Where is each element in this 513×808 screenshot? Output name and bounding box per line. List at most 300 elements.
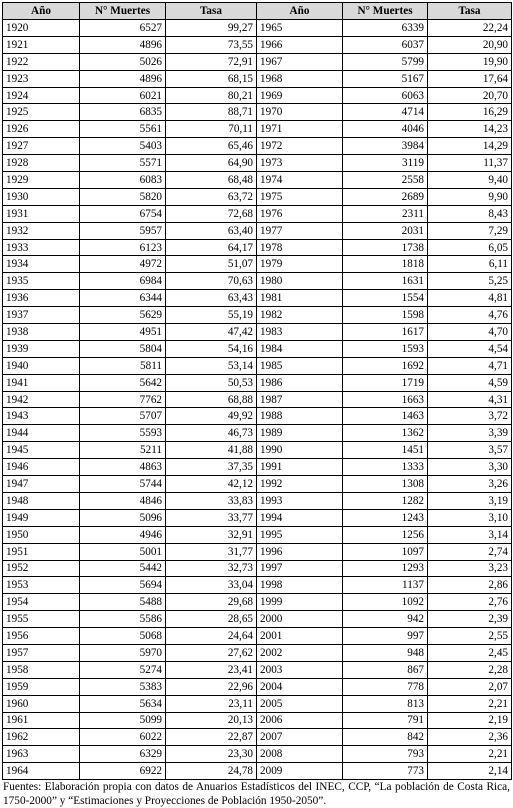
cell-deaths: 2311	[343, 205, 428, 222]
table-row	[3, 205, 512, 222]
cell-rate: 49,92	[166, 408, 257, 425]
cell-rate: 63,43	[166, 290, 257, 307]
cell-deaths: 867	[343, 661, 428, 678]
cell-rate: 68,88	[166, 391, 257, 408]
table-row	[3, 290, 512, 307]
header-rate-1: Tasa	[166, 3, 257, 20]
table-row	[3, 391, 512, 408]
cell-year: 1956	[3, 628, 80, 645]
cell-year: 1934	[3, 256, 80, 273]
cell-deaths: 6527	[80, 20, 166, 37]
cell-rate: 20,90	[428, 36, 512, 53]
cell-deaths: 6754	[80, 205, 166, 222]
table-row	[3, 712, 512, 729]
cell-deaths: 5642	[80, 374, 166, 391]
cell-year: 1975	[257, 188, 343, 205]
cell-deaths: 5694	[80, 577, 166, 594]
cell-rate: 3,57	[428, 442, 512, 459]
cell-year: 1996	[257, 543, 343, 560]
cell-year: 1933	[3, 239, 80, 256]
cell-rate: 88,71	[166, 104, 257, 121]
cell-deaths: 1137	[343, 577, 428, 594]
cell-rate: 8,43	[428, 205, 512, 222]
cell-rate: 3,10	[428, 509, 512, 526]
table-row	[3, 70, 512, 87]
cell-deaths: 1598	[343, 307, 428, 324]
cell-rate: 2,21	[428, 746, 512, 763]
cell-year: 2009	[257, 763, 343, 780]
cell-year: 1966	[257, 36, 343, 53]
cell-rate: 24,78	[166, 763, 257, 780]
cell-rate: 11,37	[428, 155, 512, 172]
cell-deaths: 1362	[343, 425, 428, 442]
cell-year: 1935	[3, 273, 80, 290]
cell-deaths: 2031	[343, 222, 428, 239]
cell-rate: 99,27	[166, 20, 257, 37]
cell-deaths: 3119	[343, 155, 428, 172]
cell-deaths: 791	[343, 712, 428, 729]
header-rate-2: Tasa	[428, 3, 512, 20]
cell-year: 1925	[3, 104, 80, 121]
cell-rate: 23,30	[166, 746, 257, 763]
table-row	[3, 357, 512, 374]
table-row	[3, 324, 512, 341]
cell-deaths: 1617	[343, 324, 428, 341]
cell-deaths: 6037	[343, 36, 428, 53]
cell-rate: 19,90	[428, 53, 512, 70]
cell-deaths: 948	[343, 644, 428, 661]
cell-deaths: 1243	[343, 509, 428, 526]
cell-rate: 4,81	[428, 290, 512, 307]
cell-rate: 9,90	[428, 188, 512, 205]
header-row	[3, 3, 512, 20]
cell-deaths: 6021	[80, 87, 166, 104]
cell-deaths: 1092	[343, 594, 428, 611]
cell-deaths: 4946	[80, 526, 166, 543]
cell-rate: 2,45	[428, 644, 512, 661]
cell-rate: 3,14	[428, 526, 512, 543]
cell-deaths: 1308	[343, 476, 428, 493]
header-year-2: Año	[257, 3, 343, 20]
table-row	[3, 746, 512, 763]
cell-year: 1924	[3, 87, 80, 104]
table-row	[3, 476, 512, 493]
cell-year: 1985	[257, 357, 343, 374]
cell-rate: 2,19	[428, 712, 512, 729]
cell-rate: 32,91	[166, 526, 257, 543]
cell-year: 1977	[257, 222, 343, 239]
table-row	[3, 374, 512, 391]
table-row	[3, 273, 512, 290]
cell-year: 1965	[257, 20, 343, 37]
cell-rate: 4,31	[428, 391, 512, 408]
cell-deaths: 5586	[80, 611, 166, 628]
cell-year: 1987	[257, 391, 343, 408]
cell-deaths: 5957	[80, 222, 166, 239]
table-row	[3, 644, 512, 661]
cell-rate: 2,36	[428, 729, 512, 746]
cell-deaths: 5211	[80, 442, 166, 459]
cell-deaths: 5593	[80, 425, 166, 442]
table-row	[3, 87, 512, 104]
table-row	[3, 408, 512, 425]
cell-rate: 20,70	[428, 87, 512, 104]
cell-rate: 27,62	[166, 644, 257, 661]
cell-year: 2001	[257, 628, 343, 645]
cell-deaths: 5099	[80, 712, 166, 729]
cell-rate: 65,46	[166, 138, 257, 155]
cell-year: 1984	[257, 340, 343, 357]
cell-deaths: 7762	[80, 391, 166, 408]
cell-deaths: 4951	[80, 324, 166, 341]
cell-year: 1937	[3, 307, 80, 324]
cell-rate: 2,39	[428, 611, 512, 628]
cell-year: 1959	[3, 678, 80, 695]
cell-year: 1981	[257, 290, 343, 307]
cell-deaths: 1097	[343, 543, 428, 560]
cell-deaths: 6063	[343, 87, 428, 104]
cell-year: 1958	[3, 661, 80, 678]
document-page	[2, 2, 511, 808]
cell-year: 2008	[257, 746, 343, 763]
cell-deaths: 6922	[80, 763, 166, 780]
cell-year: 1971	[257, 121, 343, 138]
cell-year: 2007	[257, 729, 343, 746]
cell-deaths: 6339	[343, 20, 428, 37]
cell-year: 1957	[3, 644, 80, 661]
cell-year: 1954	[3, 594, 80, 611]
cell-year: 1945	[3, 442, 80, 459]
cell-year: 1995	[257, 526, 343, 543]
table-row	[3, 188, 512, 205]
table-body	[3, 20, 512, 780]
cell-rate: 28,65	[166, 611, 257, 628]
cell-deaths: 1282	[343, 492, 428, 509]
cell-year: 1949	[3, 509, 80, 526]
cell-rate: 16,29	[428, 104, 512, 121]
cell-year: 1974	[257, 172, 343, 189]
cell-year: 1930	[3, 188, 80, 205]
cell-rate: 37,35	[166, 459, 257, 476]
cell-deaths: 5274	[80, 661, 166, 678]
cell-rate: 33,04	[166, 577, 257, 594]
cell-rate: 4,59	[428, 374, 512, 391]
cell-rate: 4,54	[428, 340, 512, 357]
cell-deaths: 5820	[80, 188, 166, 205]
cell-rate: 6,11	[428, 256, 512, 273]
cell-year: 1970	[257, 104, 343, 121]
cell-deaths: 1554	[343, 290, 428, 307]
cell-deaths: 6123	[80, 239, 166, 256]
cell-year: 1979	[257, 256, 343, 273]
cell-year: 2004	[257, 678, 343, 695]
cell-deaths: 5403	[80, 138, 166, 155]
cell-rate: 14,23	[428, 121, 512, 138]
cell-deaths: 773	[343, 763, 428, 780]
cell-deaths: 5167	[343, 70, 428, 87]
cell-deaths: 4714	[343, 104, 428, 121]
cell-year: 1992	[257, 476, 343, 493]
cell-deaths: 5068	[80, 628, 166, 645]
cell-year: 1942	[3, 391, 80, 408]
cell-deaths: 5629	[80, 307, 166, 324]
cell-rate: 29,68	[166, 594, 257, 611]
cell-year: 1976	[257, 205, 343, 222]
cell-deaths: 778	[343, 678, 428, 695]
cell-year: 1973	[257, 155, 343, 172]
cell-deaths: 1631	[343, 273, 428, 290]
cell-year: 2006	[257, 712, 343, 729]
cell-year: 2000	[257, 611, 343, 628]
table-row	[3, 121, 512, 138]
cell-rate: 31,77	[166, 543, 257, 560]
cell-rate: 3,39	[428, 425, 512, 442]
cell-rate: 64,90	[166, 155, 257, 172]
cell-deaths: 1738	[343, 239, 428, 256]
cell-rate: 3,23	[428, 560, 512, 577]
cell-year: 1967	[257, 53, 343, 70]
cell-rate: 4,71	[428, 357, 512, 374]
cell-rate: 55,19	[166, 307, 257, 324]
cell-year: 1939	[3, 340, 80, 357]
cell-year: 1989	[257, 425, 343, 442]
cell-rate: 2,21	[428, 695, 512, 712]
cell-year: 1991	[257, 459, 343, 476]
cell-deaths: 942	[343, 611, 428, 628]
cell-deaths: 813	[343, 695, 428, 712]
cell-year: 1972	[257, 138, 343, 155]
cell-rate: 2,07	[428, 678, 512, 695]
cell-year: 1923	[3, 70, 80, 87]
table-row	[3, 729, 512, 746]
cell-deaths: 4846	[80, 492, 166, 509]
cell-deaths: 4972	[80, 256, 166, 273]
cell-deaths: 4896	[80, 36, 166, 53]
cell-year: 1940	[3, 357, 80, 374]
cell-rate: 22,24	[428, 20, 512, 37]
table-row	[3, 628, 512, 645]
cell-rate: 2,14	[428, 763, 512, 780]
cell-deaths: 1692	[343, 357, 428, 374]
cell-rate: 2,28	[428, 661, 512, 678]
table-row	[3, 138, 512, 155]
cell-year: 1986	[257, 374, 343, 391]
cell-deaths: 5571	[80, 155, 166, 172]
cell-rate: 14,29	[428, 138, 512, 155]
cell-deaths: 2558	[343, 172, 428, 189]
table-row	[3, 526, 512, 543]
cell-rate: 23,11	[166, 695, 257, 712]
header-deaths-2: N° Muertes	[343, 3, 428, 20]
cell-deaths: 1663	[343, 391, 428, 408]
cell-rate: 33,83	[166, 492, 257, 509]
header-year-1: Año	[3, 3, 80, 20]
table-row	[3, 763, 512, 780]
cell-rate: 4,76	[428, 307, 512, 324]
cell-deaths: 5634	[80, 695, 166, 712]
cell-rate: 2,76	[428, 594, 512, 611]
cell-deaths: 5383	[80, 678, 166, 695]
header-deaths-1: N° Muertes	[80, 3, 166, 20]
cell-rate: 23,41	[166, 661, 257, 678]
cell-year: 1980	[257, 273, 343, 290]
table-row	[3, 425, 512, 442]
cell-rate: 7,29	[428, 222, 512, 239]
cell-deaths: 1293	[343, 560, 428, 577]
cell-rate: 53,14	[166, 357, 257, 374]
cell-rate: 72,91	[166, 53, 257, 70]
cell-year: 1931	[3, 205, 80, 222]
cell-year: 1964	[3, 763, 80, 780]
cell-deaths: 1451	[343, 442, 428, 459]
cell-rate: 3,30	[428, 459, 512, 476]
cell-deaths: 5970	[80, 644, 166, 661]
cell-deaths: 997	[343, 628, 428, 645]
cell-year: 2005	[257, 695, 343, 712]
cell-rate: 5,25	[428, 273, 512, 290]
cell-deaths: 5026	[80, 53, 166, 70]
cell-year: 1982	[257, 307, 343, 324]
cell-rate: 47,42	[166, 324, 257, 341]
cell-deaths: 5561	[80, 121, 166, 138]
cell-year: 1941	[3, 374, 80, 391]
table-row	[3, 155, 512, 172]
cell-rate: 46,73	[166, 425, 257, 442]
cell-deaths: 3984	[343, 138, 428, 155]
table-row	[3, 36, 512, 53]
cell-rate: 24,64	[166, 628, 257, 645]
cell-rate: 22,96	[166, 678, 257, 695]
table-row	[3, 442, 512, 459]
cell-year: 1920	[3, 20, 80, 37]
table-row	[3, 611, 512, 628]
cell-deaths: 4863	[80, 459, 166, 476]
cell-rate: 33,77	[166, 509, 257, 526]
table-row	[3, 239, 512, 256]
table-row	[3, 20, 512, 37]
cell-deaths: 5804	[80, 340, 166, 357]
cell-year: 1997	[257, 560, 343, 577]
cell-deaths: 5811	[80, 357, 166, 374]
cell-deaths: 5001	[80, 543, 166, 560]
cell-year: 1943	[3, 408, 80, 425]
table-row	[3, 509, 512, 526]
table-row	[3, 661, 512, 678]
cell-deaths: 6083	[80, 172, 166, 189]
cell-year: 1990	[257, 442, 343, 459]
table-row	[3, 695, 512, 712]
cell-deaths: 1463	[343, 408, 428, 425]
cell-year: 1922	[3, 53, 80, 70]
table-row	[3, 492, 512, 509]
cell-year: 2002	[257, 644, 343, 661]
cell-year: 1953	[3, 577, 80, 594]
table-row	[3, 256, 512, 273]
cell-rate: 2,55	[428, 628, 512, 645]
cell-year: 1926	[3, 121, 80, 138]
cell-deaths: 5799	[343, 53, 428, 70]
cell-deaths: 5096	[80, 509, 166, 526]
table-row	[3, 222, 512, 239]
table-row	[3, 543, 512, 560]
cell-rate: 63,40	[166, 222, 257, 239]
cell-year: 1969	[257, 87, 343, 104]
cell-year: 1952	[3, 560, 80, 577]
cell-rate: 68,48	[166, 172, 257, 189]
cell-rate: 3,26	[428, 476, 512, 493]
cell-rate: 6,05	[428, 239, 512, 256]
table-row	[3, 104, 512, 121]
cell-year: 1950	[3, 526, 80, 543]
cell-year: 1960	[3, 695, 80, 712]
cell-deaths: 793	[343, 746, 428, 763]
cell-deaths: 1818	[343, 256, 428, 273]
cell-rate: 4,70	[428, 324, 512, 341]
cell-rate: 50,53	[166, 374, 257, 391]
cell-year: 1993	[257, 492, 343, 509]
cell-year: 1929	[3, 172, 80, 189]
table-row	[3, 340, 512, 357]
cell-year: 1999	[257, 594, 343, 611]
cell-rate: 63,72	[166, 188, 257, 205]
cell-rate: 72,68	[166, 205, 257, 222]
cell-deaths: 1333	[343, 459, 428, 476]
table-row	[3, 560, 512, 577]
cell-deaths: 6022	[80, 729, 166, 746]
cell-rate: 64,17	[166, 239, 257, 256]
cell-deaths: 4046	[343, 121, 428, 138]
cell-year: 1963	[3, 746, 80, 763]
cell-year: 1947	[3, 476, 80, 493]
cell-year: 1938	[3, 324, 80, 341]
cell-deaths: 1256	[343, 526, 428, 543]
cell-year: 1944	[3, 425, 80, 442]
cell-deaths: 1593	[343, 340, 428, 357]
cell-year: 1962	[3, 729, 80, 746]
table-row	[3, 678, 512, 695]
table-row	[3, 594, 512, 611]
cell-deaths: 6984	[80, 273, 166, 290]
table-row	[3, 307, 512, 324]
table-row	[3, 459, 512, 476]
cell-year: 1988	[257, 408, 343, 425]
cell-rate: 3,72	[428, 408, 512, 425]
cell-deaths: 6835	[80, 104, 166, 121]
cell-deaths: 5744	[80, 476, 166, 493]
cell-rate: 3,19	[428, 492, 512, 509]
cell-rate: 32,73	[166, 560, 257, 577]
cell-year: 1978	[257, 239, 343, 256]
cell-rate: 22,87	[166, 729, 257, 746]
cell-year: 1961	[3, 712, 80, 729]
cell-deaths: 5442	[80, 560, 166, 577]
cell-deaths: 842	[343, 729, 428, 746]
cell-rate: 41,88	[166, 442, 257, 459]
cell-rate: 73,55	[166, 36, 257, 53]
table-row	[3, 577, 512, 594]
cell-deaths: 2689	[343, 188, 428, 205]
cell-year: 1948	[3, 492, 80, 509]
cell-rate: 51,07	[166, 256, 257, 273]
cell-year: 1951	[3, 543, 80, 560]
cell-year: 1998	[257, 577, 343, 594]
cell-rate: 20,13	[166, 712, 257, 729]
cell-year: 1955	[3, 611, 80, 628]
cell-year: 1968	[257, 70, 343, 87]
cell-rate: 9,40	[428, 172, 512, 189]
cell-year: 1927	[3, 138, 80, 155]
cell-rate: 2,74	[428, 543, 512, 560]
